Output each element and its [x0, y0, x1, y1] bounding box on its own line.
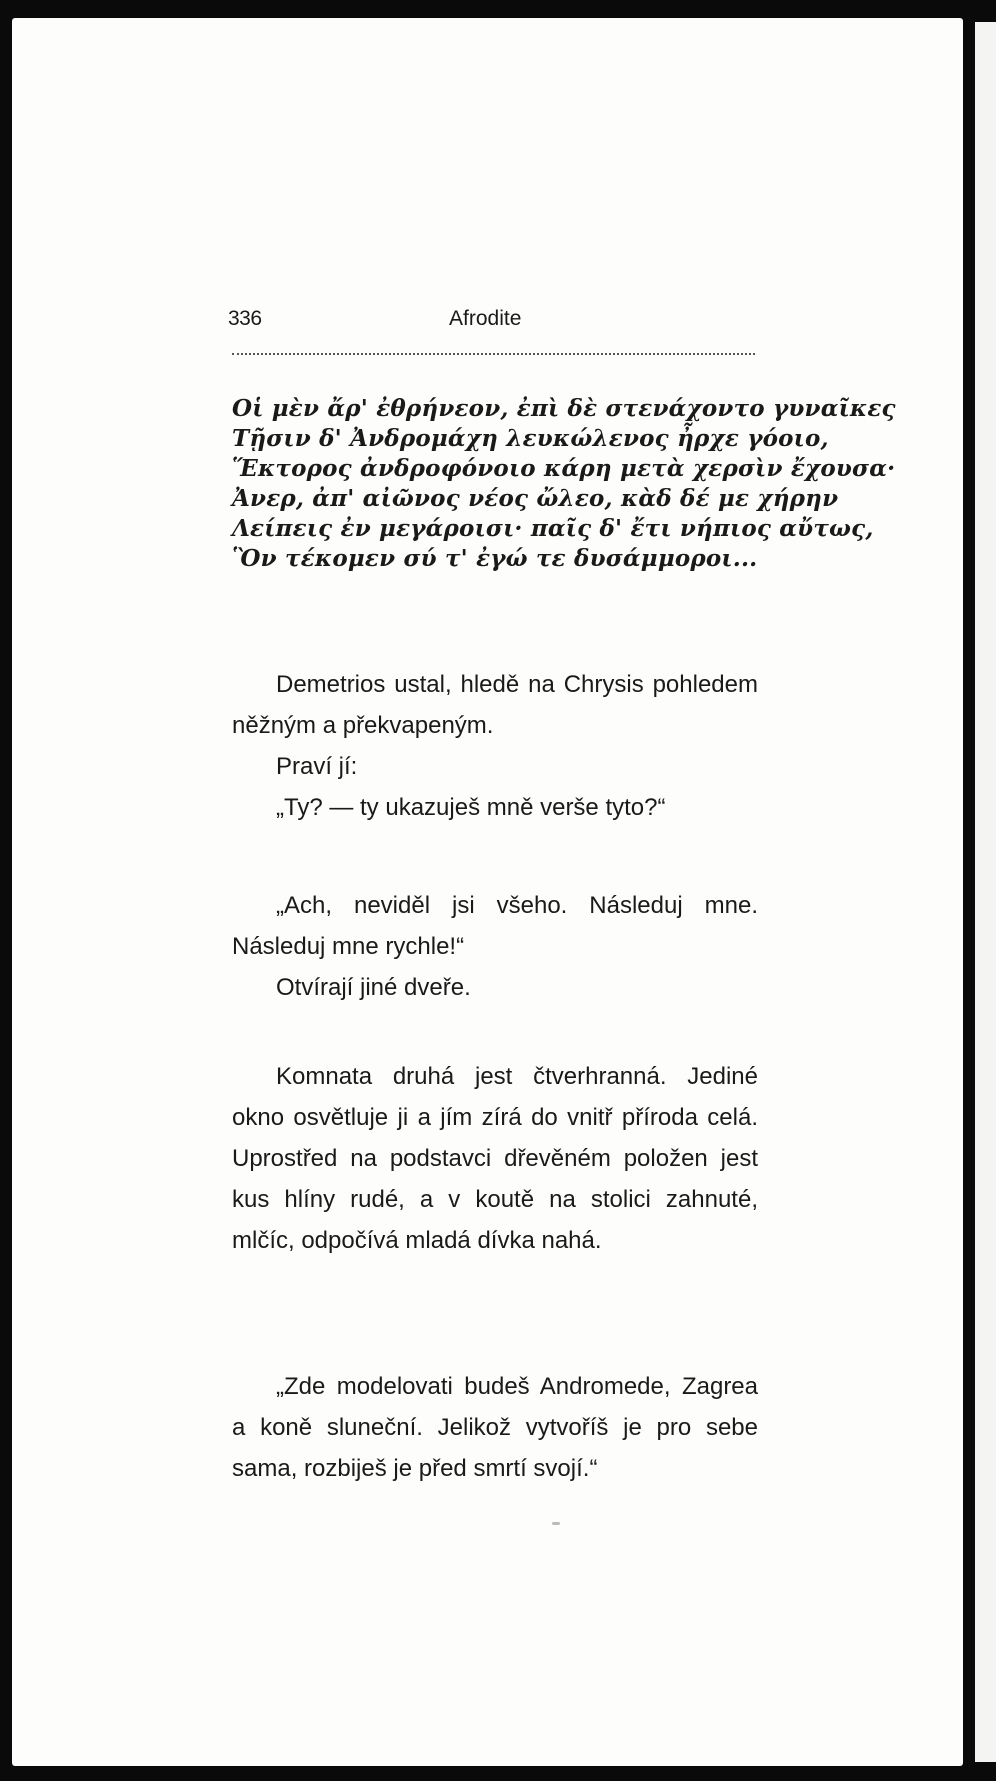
paragraph: Otvírají jiné dveře.: [276, 974, 471, 1001]
header-divider: [232, 353, 755, 355]
paragraph: „Ach, neviděl jsi všeho. Následuj mne. Následuj mne rychle!“: [232, 892, 758, 960]
paragraph-block: [232, 885, 758, 1008]
verse-line: Τῇσιν δ' Ἀνδρομάχη λευκώλενος ἦρχε γόοιο,: [232, 425, 829, 452]
paragraph: Praví jí:: [276, 753, 358, 780]
page-header: [228, 307, 758, 337]
print-speck: [552, 1522, 560, 1525]
verse-line: Ἀνερ, ἀπ' αἰῶνος νέος ὤλεο, κὰδ δέ με χήρην: [232, 485, 839, 512]
paragraph-block: [232, 664, 758, 828]
paragraph: Demetrios ustal, hledě na Chrysis pohledem něžným a překvapeným.: [232, 671, 758, 739]
adjacent-page-edge: [975, 22, 996, 1762]
paragraph: Komnata druhá jest čtverhranná. Jediné okno osvětluje ji a jím zírá do vnitř příroda celá. Uprostřed na podstavci dřevěném položen jest kus hlíny rudé, a v koutě na stolici zahnuté, mlčíc, odpočívá mladá dívka nahá.: [232, 1063, 758, 1254]
running-title: Afrodite: [449, 307, 522, 330]
paragraph: „Ty? — ty ukazuješ mně verše tyto?“: [276, 794, 666, 821]
paragraph: „Zde modelovati budeš Andromede, Zagrea a koně sluneční. Jelikož vytvoříš je pro sebe sama, rozbiješ je před smrtí svojí.“: [232, 1373, 758, 1482]
paragraph-block: [232, 1056, 758, 1261]
greek-verse-quote: [232, 394, 896, 574]
paragraph-block: [232, 1366, 758, 1489]
verse-line: Ὃν τέκομεν σύ τ' ἐγώ τε δυσάμμοροι...: [232, 545, 758, 572]
verse-line: Ἕκτορος ἀνδροφόνοιο κάρη μετὰ χερσὶν ἔχουσα·: [232, 455, 896, 482]
page-number: 336: [228, 307, 262, 330]
verse-line: Οἱ μὲν ἄρ' ἐθρήνεον, ἐπὶ δὲ στενάχοντο γυναῖκες: [232, 395, 896, 422]
verse-line: Λείπεις ἐν μεγάροισι· παῖς δ' ἔτι νήπιος αὔτως,: [232, 515, 874, 542]
